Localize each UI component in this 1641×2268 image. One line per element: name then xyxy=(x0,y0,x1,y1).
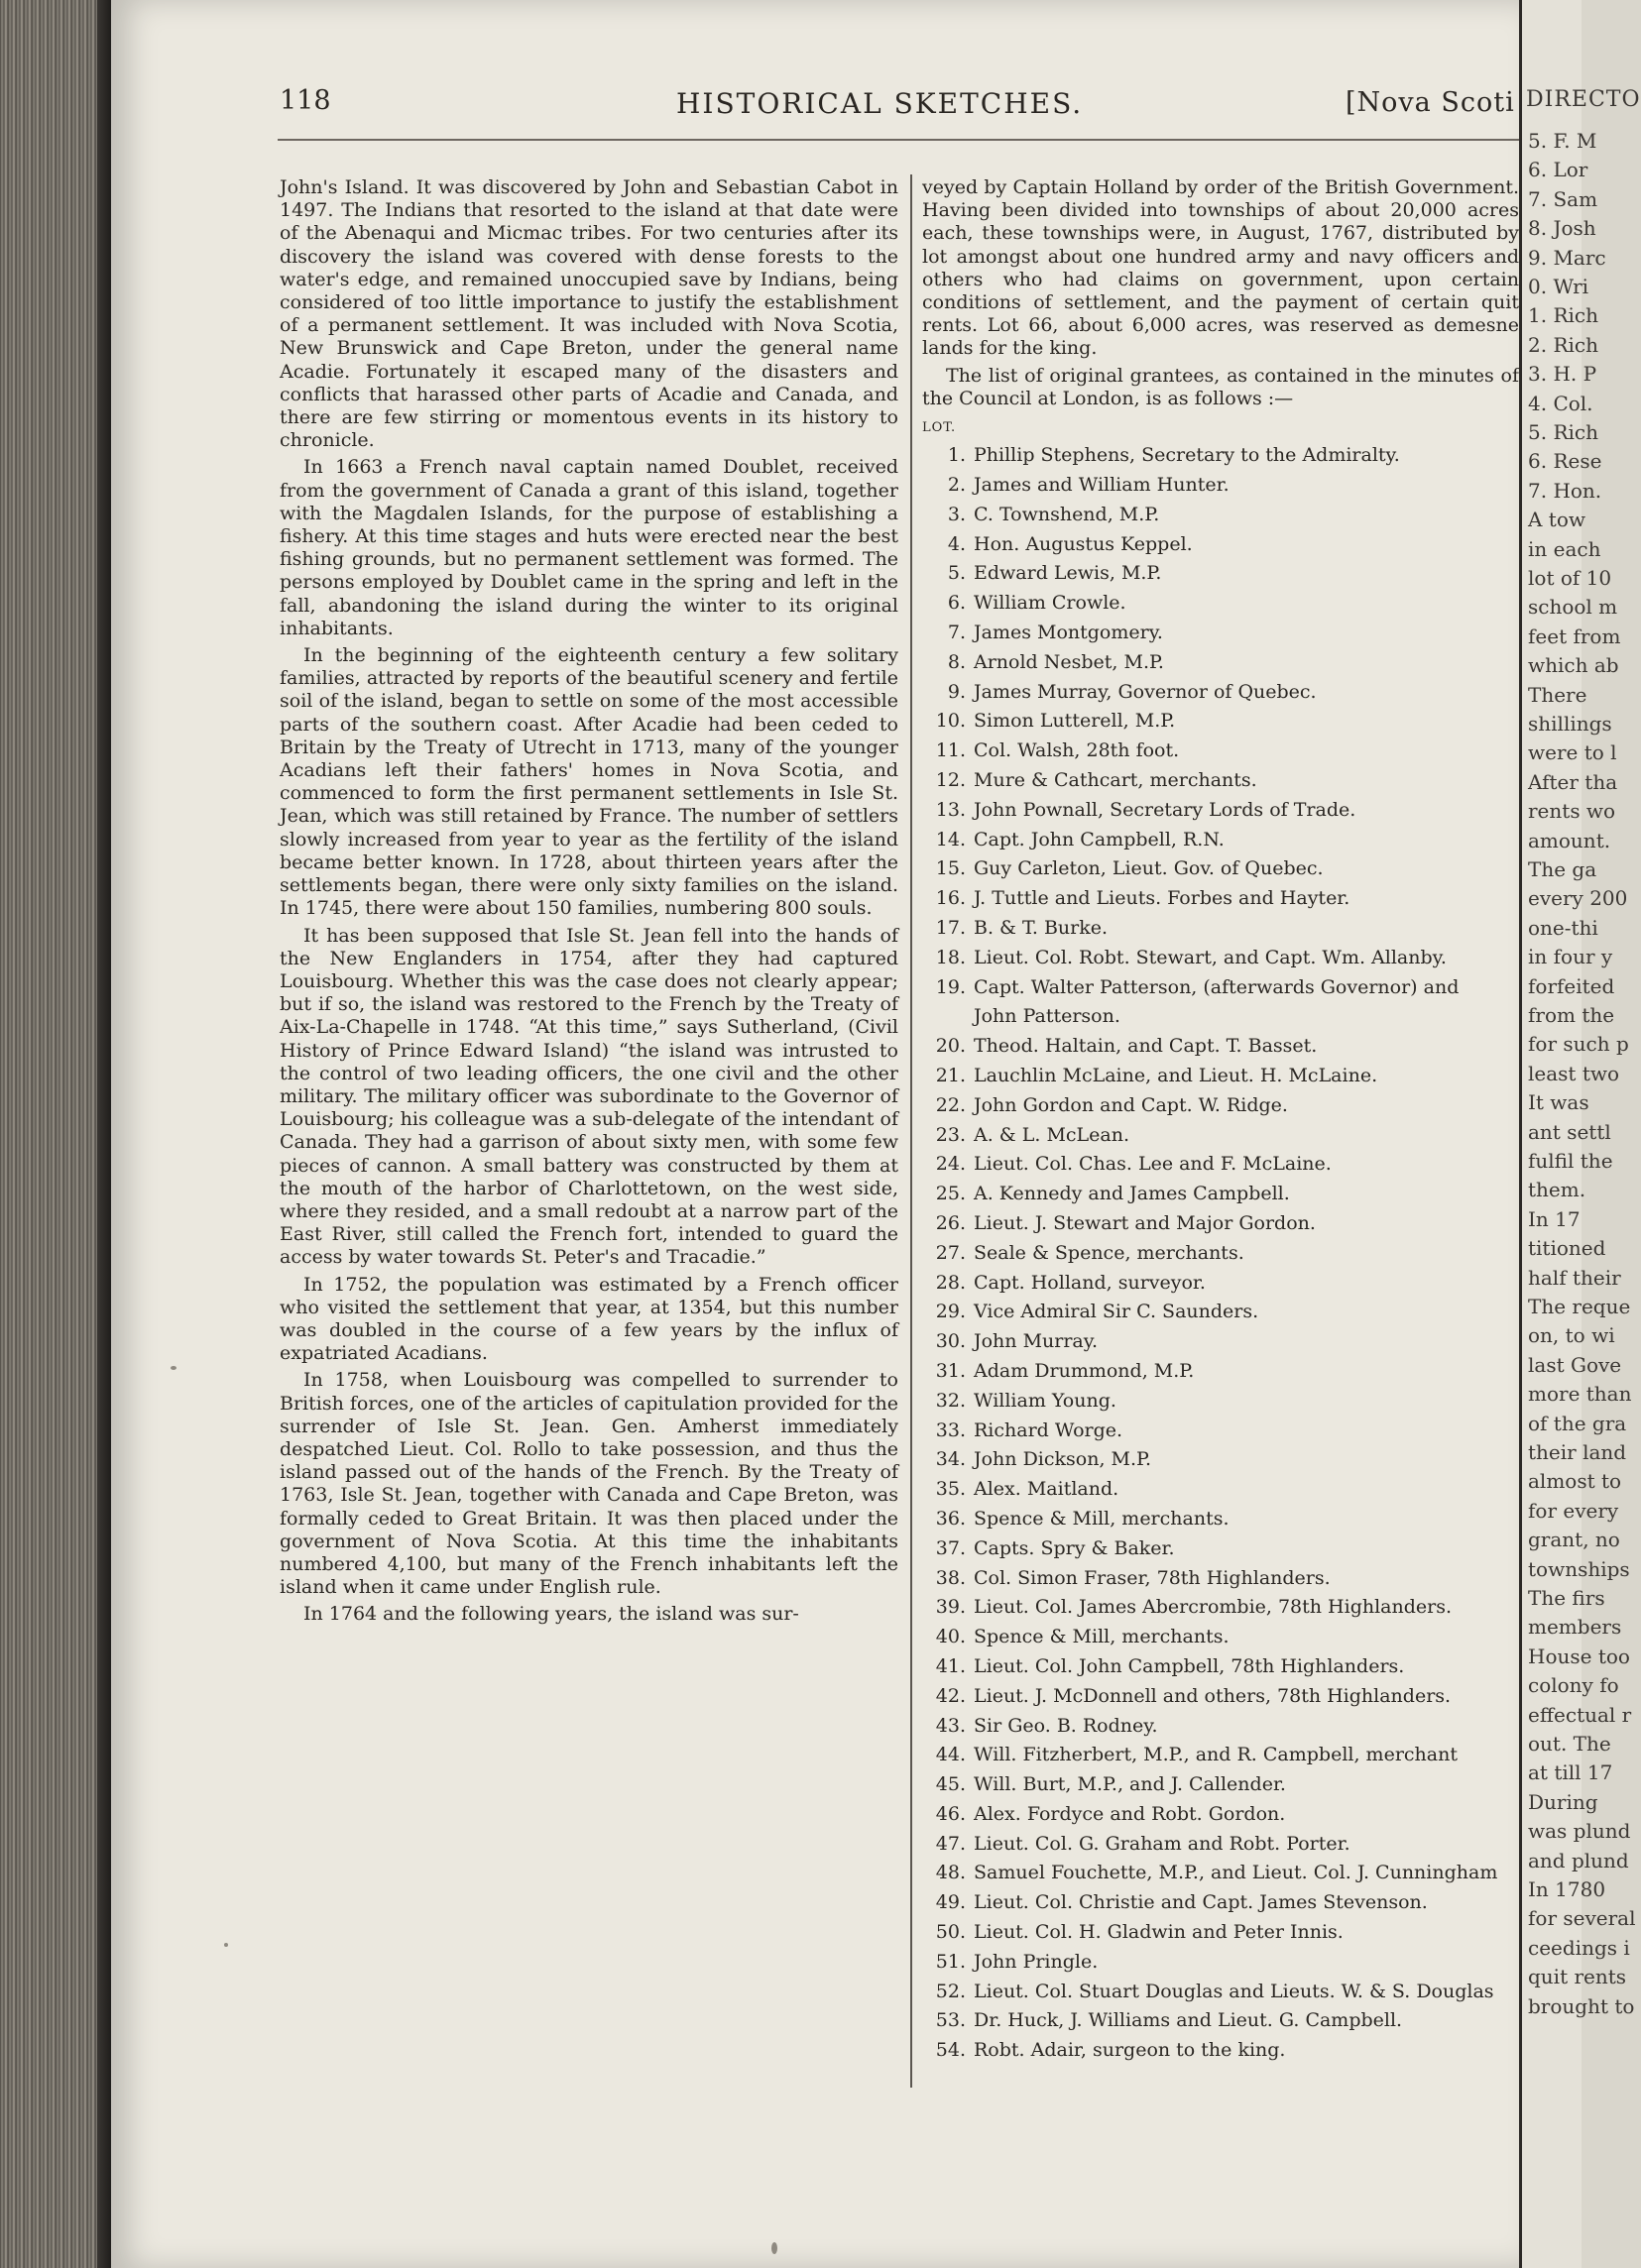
facing-page-fragment: 2. Rich xyxy=(1528,332,1598,357)
grantee-item xyxy=(922,471,1519,501)
grantee-item xyxy=(922,1712,1519,1742)
grantee-item xyxy=(922,1239,1519,1269)
facing-page-fragment: 7. Hon. xyxy=(1528,478,1602,503)
grantee-name: Lieut. Col. Robt. Stewart, and Capt. Wm. Allanby. xyxy=(974,946,1447,968)
lot-number: 18. xyxy=(935,946,966,968)
grantee-item xyxy=(922,441,1519,471)
grantee-item xyxy=(922,1978,1519,2007)
grantee-name: Col. Walsh, 28th foot. xyxy=(974,739,1180,762)
lot-number: 2. xyxy=(947,474,966,497)
lot-number: 53. xyxy=(935,2009,966,2032)
grantee-item xyxy=(922,1327,1519,1357)
grantee-item xyxy=(922,1387,1519,1417)
grantee-item xyxy=(922,2006,1519,2036)
grantee-name: Capts. Spry & Baker. xyxy=(974,1536,1175,1559)
grantee-item xyxy=(922,2036,1519,2066)
grantee-name: Lieut. J. Stewart and Major Gordon. xyxy=(974,1211,1316,1234)
facing-page-fragment: The ga xyxy=(1528,857,1597,881)
grantee-item xyxy=(922,796,1519,826)
ink-speck xyxy=(224,1943,228,1947)
facing-page-fragment: ant settl xyxy=(1528,1119,1611,1144)
facing-page-fragment: There xyxy=(1528,682,1587,707)
facing-page-fragment: out. The xyxy=(1528,1732,1611,1756)
facing-page-fragment: half their xyxy=(1528,1265,1621,1290)
facing-page-fragment: for every xyxy=(1528,1498,1619,1523)
facing-page-fragment: fulfil the xyxy=(1528,1149,1613,1173)
grantee-item xyxy=(922,826,1519,855)
facing-page-fragment: quit rents xyxy=(1528,1965,1627,1989)
facing-page-fragment: in four y xyxy=(1528,945,1613,969)
running-title: HISTORICAL SKETCHES. xyxy=(676,87,1084,120)
facing-page-fragment: lot of 10 xyxy=(1528,566,1612,590)
grantee-name: James and William Hunter. xyxy=(974,474,1230,497)
lot-number: 28. xyxy=(935,1271,966,1294)
facing-page-fragment: of the gra xyxy=(1528,1411,1627,1435)
facing-page-fragment: In 1780 xyxy=(1528,1877,1606,1901)
grantee-name: Alex. Maitland. xyxy=(974,1478,1119,1501)
grantee-item xyxy=(922,678,1519,708)
grantee-name: Robt. Adair, surgeon to the king. xyxy=(974,2039,1286,2062)
grantee-name: Edward Lewis, M.P. xyxy=(974,562,1162,585)
grantee-name: Theod. Haltain, and Capt. T. Basset. xyxy=(974,1035,1318,1058)
facing-page-fragment: titioned xyxy=(1528,1236,1606,1261)
grantee-name: Col. Simon Fraser, 78th Highlanders. xyxy=(974,1566,1331,1589)
lot-number: 15. xyxy=(935,857,966,880)
facing-page-fragment: was plund xyxy=(1528,1819,1631,1844)
grantee-item xyxy=(922,1445,1519,1475)
facing-page-fragment: for such p xyxy=(1528,1032,1629,1057)
facing-page-fragment: for several xyxy=(1528,1906,1636,1931)
lot-number: 21. xyxy=(935,1064,966,1086)
grantee-item xyxy=(922,1682,1519,1712)
grantee-name: Guy Carleton, Lieut. Gov. of Quebec. xyxy=(974,857,1324,880)
lot-number: 42. xyxy=(935,1684,966,1707)
grantee-name: John Patterson. xyxy=(974,1005,1120,1028)
facing-page-fragment: which ab xyxy=(1528,653,1619,678)
facing-page-fragment: last Gove xyxy=(1528,1352,1622,1377)
facing-page-fragment: House too xyxy=(1528,1644,1630,1668)
facing-page-fragment: 9. Marc xyxy=(1528,245,1606,270)
section-title: [Nova Scoti xyxy=(1346,87,1515,118)
lot-number: 25. xyxy=(935,1183,966,1205)
grantee-item xyxy=(922,1032,1519,1062)
lot-number: 36. xyxy=(935,1507,966,1530)
facing-page-fragment: townships xyxy=(1528,1556,1630,1581)
grantee-name: John Murray. xyxy=(974,1330,1099,1353)
lot-number: 45. xyxy=(935,1773,966,1796)
lot-number: 40. xyxy=(935,1626,966,1648)
facing-page-fragment: 6. Lor xyxy=(1528,158,1588,182)
grantee-name: James Murray, Governor of Quebec. xyxy=(974,680,1317,703)
grantee-name: John Dickson, M.P. xyxy=(974,1448,1152,1471)
header-rule xyxy=(278,139,1519,141)
grantee-item xyxy=(922,1948,1519,1978)
grantee-item xyxy=(922,1357,1519,1387)
grantee-name: C. Townshend, M.P. xyxy=(974,503,1160,525)
lot-number: 38. xyxy=(935,1566,966,1589)
grantee-name: Hon. Augustus Keppel. xyxy=(974,532,1193,555)
grantee-name: John Gordon and Capt. W. Ridge. xyxy=(974,1093,1288,1116)
facing-page-fragment: and plund xyxy=(1528,1848,1629,1872)
lot-number: 49. xyxy=(935,1891,966,1914)
grantee-item xyxy=(922,1417,1519,1446)
facing-page-fragment: The reque xyxy=(1528,1295,1631,1318)
facing-page-fragment: more than xyxy=(1528,1382,1632,1407)
grantee-item xyxy=(922,1091,1519,1121)
grantee-item xyxy=(922,1623,1519,1652)
grantee-name: Alex. Fordyce and Robt. Gordon. xyxy=(974,1802,1286,1825)
grantee-name: Lieut. Col. Stuart Douglas and Lieuts. W. & S. Douglas xyxy=(974,1980,1494,2002)
lot-number: 12. xyxy=(935,769,966,791)
facing-page xyxy=(1519,0,1641,2268)
grantee-item xyxy=(922,1918,1519,1948)
facing-page-fragment: grant, no xyxy=(1528,1528,1620,1552)
grantee-name: Phillip Stephens, Secretary to the Admiralty. xyxy=(974,444,1400,467)
lot-number: 47. xyxy=(935,1832,966,1855)
facing-page-fragment: least two xyxy=(1528,1061,1620,1085)
lot-number: 50. xyxy=(935,1921,966,1944)
grantee-item xyxy=(922,1859,1519,1888)
facing-page-fragment: every 200 xyxy=(1528,886,1628,911)
lot-number: 6. xyxy=(947,592,966,615)
lot-number: 34. xyxy=(935,1448,966,1471)
grantee-name: Lieut. Col. James Abercrombie, 78th Highlanders. xyxy=(974,1596,1453,1619)
facing-page-fragment: at till 17 xyxy=(1528,1760,1613,1785)
left-column xyxy=(280,176,898,1627)
grantee-name: A. Kennedy and James Campbell. xyxy=(974,1183,1290,1205)
grantee-item xyxy=(922,530,1519,560)
facing-page-fragment: feet from xyxy=(1528,624,1621,648)
grantee-name: Adam Drummond, M.P. xyxy=(974,1359,1195,1382)
lot-number: 23. xyxy=(935,1123,966,1146)
grantee-item xyxy=(922,914,1519,944)
grantee-item xyxy=(922,1150,1519,1180)
page-number: 118 xyxy=(280,85,331,116)
lot-number: 29. xyxy=(935,1301,966,1323)
grantee-item xyxy=(922,854,1519,884)
grantee-item xyxy=(922,1652,1519,1682)
facing-page-fragment: brought to xyxy=(1528,1993,1635,2018)
grantee-item xyxy=(922,589,1519,619)
paragraph: It has been supposed that Isle St. Jean fell into the hands of the New Englanders in 1754, after they had captured Louisbourg. Whether this was the case does not clearly appear; but if so, the island was restored to the French by the Treaty of Aix-La-Chapelle in 1748. “At this time,” says Sutherland, (Civil History of Prince Edward Island) “the island was intrusted to the control of two leading officers, the one civil and the other military. The military officer was subordinate to the Governor of Louisbourg; his colleague was a sub-delegate of the intendant of Canada. They had a garrison of about sixty men, with some few pieces of cannon. A small battery was constructed by them at the mouth of the harbor of Charlottetown, on the west side, where they resided, and a small redoubt at a narrow part of the East River, still called the French fort, intended to guard the access by water towards St. Peter's and Tracadie.” xyxy=(280,924,898,1269)
facing-page-fragment: 4. Col. xyxy=(1528,391,1593,415)
facing-page-fragment: in each xyxy=(1528,536,1601,561)
lot-number: 3. xyxy=(947,503,966,525)
column-divider xyxy=(910,174,912,2088)
lot-number: 26. xyxy=(935,1211,966,1234)
lot-number: 9. xyxy=(947,680,966,703)
lot-number: 52. xyxy=(935,1980,966,2002)
lot-number: 5. xyxy=(947,562,966,585)
facing-page-fragment: forfeited xyxy=(1528,973,1615,998)
grantee-name: Simon Lutterell, M.P. xyxy=(974,710,1176,733)
grantee-item xyxy=(922,1121,1519,1151)
facing-page-fragment: shillings xyxy=(1528,712,1612,736)
facing-page-fragment: them. xyxy=(1528,1178,1586,1202)
grantee-name: Lieut. Col. Chas. Lee and F. McLaine. xyxy=(974,1153,1332,1176)
grantee-name: Lieut. J. McDonnell and others, 78th Highlanders. xyxy=(974,1684,1452,1707)
book-page-edges xyxy=(0,0,111,2268)
facing-page-fragment: one-thi xyxy=(1528,915,1598,940)
grantee-item xyxy=(922,766,1519,796)
paragraph: John's Island. It was discovered by John and Sebastian Cabot in 1497. The Indians that resorted to the island at that date were of the Abenaqui and Micmac tribes. For two centuries after its discovery the island was covered with dense forests to the water's edge, and remained unoccupied save by Indians, being considered of too little importance to justify the establishment of a permanent settlement. It was included with Nova Scotia, New Brunswick and Cape Breton, under the general name Acadie. Fortunately it escaped many of the disasters and conflicts that harassed other parts of Acadie and Canada, and there are few stirring or momentous events in its history to chronicle. xyxy=(280,176,898,452)
facing-page-fragment: 1. Rich xyxy=(1528,303,1598,328)
lot-number: 7. xyxy=(947,622,966,644)
facing-page-fragment: ceedings i xyxy=(1528,1935,1630,1960)
facing-page-fragment: on, to wi xyxy=(1528,1323,1615,1348)
facing-page-fragment: members xyxy=(1528,1615,1622,1640)
ink-speck xyxy=(771,2242,777,2254)
lot-number: 1. xyxy=(947,444,966,467)
grantee-name: Richard Worge. xyxy=(974,1418,1123,1441)
grantee-item xyxy=(922,1269,1519,1299)
paragraph: In 1663 a French naval captain named Doublet, received from the government of Canada a grant of this island, together with the Magdalen Islands, for the purpose of establishing a fishery. At this time stages and huts were erected near the best fishing grounds, but no permanent settlement was formed. The persons employed by Doublet came in the spring and left in the fall, abandoning the island during the winter to its original inhabitants. xyxy=(280,456,898,639)
facing-page-fragment: After tha xyxy=(1528,769,1618,794)
grantee-item xyxy=(922,1741,1519,1770)
grantee-name: Capt. Walter Patterson, (afterwards Governor) and xyxy=(974,975,1460,998)
grantee-name: J. Tuttle and Lieuts. Forbes and Hayter. xyxy=(974,887,1350,910)
grantee-item xyxy=(922,884,1519,914)
lot-number: 13. xyxy=(935,798,966,821)
facing-page-fragment: school m xyxy=(1528,595,1618,620)
grantee-name: Capt. John Campbell, R.N. xyxy=(974,828,1225,850)
lot-number: 32. xyxy=(935,1389,966,1412)
grantee-name: William Crowle. xyxy=(974,592,1126,615)
lot-number: 24. xyxy=(935,1153,966,1176)
ink-speck xyxy=(171,1366,176,1370)
grantee-item xyxy=(922,1593,1519,1623)
lot-number: 30. xyxy=(935,1330,966,1353)
facing-page-fragment: 7. Sam xyxy=(1528,186,1598,211)
lot-number: 33. xyxy=(935,1418,966,1441)
lot-number: 17. xyxy=(935,916,966,939)
grantee-item xyxy=(922,501,1519,530)
grantee-name: Seale & Spence, merchants. xyxy=(974,1241,1244,1264)
facing-page-fragment: A tow xyxy=(1528,508,1585,532)
paragraph: In 1752, the population was estimated by a French officer who visited the settlement that year, at 1354, but this number was doubled in the course of a few years by the influx of expatriated Acadians. xyxy=(280,1273,898,1365)
grantee-item xyxy=(922,559,1519,589)
grantee-name: Arnold Nesbet, M.P. xyxy=(974,650,1164,673)
facing-page-fragment: 5. F. M xyxy=(1528,129,1597,153)
lot-number: 20. xyxy=(935,1035,966,1058)
grantee-name: Lieut. Col. John Campbell, 78th Highlanders. xyxy=(974,1654,1405,1677)
grantee-item xyxy=(922,619,1519,648)
facing-page-fragment: In 17 xyxy=(1528,1206,1581,1231)
right-column xyxy=(922,176,1519,2066)
facing-page-fragment: The firs xyxy=(1528,1586,1605,1610)
grantee-item xyxy=(922,973,1519,1003)
lot-number: 4. xyxy=(947,532,966,555)
grantee-name: Sir Geo. B. Rodney. xyxy=(974,1714,1158,1737)
grantee-item xyxy=(922,648,1519,678)
grantee-name: Lauchlin McLaine, and Lieut. H. McLaine. xyxy=(974,1064,1378,1086)
grantee-item xyxy=(922,1564,1519,1594)
grantee-name: Samuel Fouchette, M.P., and Lieut. Col. J. Cunningham xyxy=(974,1862,1498,1884)
grantee-item xyxy=(922,1298,1519,1327)
lot-number: 11. xyxy=(935,739,966,762)
paragraph: In 1758, when Louisbourg was compelled to surrender to British forces, one of the articles of capitulation provided for the surrender of Isle St. Jean. Gen. Amherst immediately despatched Lieut. Col. Rollo to take possession, and thus the island passed out of the hands of the French. By the Treaty of 1763, Isle St. Jean, together with Canada and Cape Breton, was formally ceded to Great Britain. It was then placed under the government of Nova Scotia. At this time the inhabitants numbered 4,100, but many of the French inhabitants left the island when it came under English rule. xyxy=(280,1369,898,1599)
grantee-name: Dr. Huck, J. Williams and Lieut. G. Campbell. xyxy=(974,2009,1403,2032)
lot-number: 19. xyxy=(935,975,966,998)
lot-number: 48. xyxy=(935,1862,966,1884)
grantee-name: Will. Burt, M.P., and J. Callender. xyxy=(974,1773,1286,1796)
grantee-item xyxy=(922,1209,1519,1239)
lot-number: 39. xyxy=(935,1596,966,1619)
facing-page-fragment: effectual r xyxy=(1528,1702,1632,1727)
facing-page-fragment: almost to xyxy=(1528,1469,1622,1494)
facing-page-header: DIRECTO xyxy=(1526,87,1641,112)
grantee-name: B. & T. Burke. xyxy=(974,916,1109,939)
grantee-item xyxy=(922,1534,1519,1564)
paragraph: The list of original grantees, as contained in the minutes of the Council at London, is as follows :— xyxy=(922,364,1519,409)
lot-number: 46. xyxy=(935,1802,966,1825)
grantee-name: Capt. Holland, surveyor. xyxy=(974,1271,1206,1294)
facing-page-fragment: It was xyxy=(1528,1090,1589,1115)
grantee-item xyxy=(922,1475,1519,1505)
grantee-item xyxy=(922,944,1519,973)
grantee-name: Lieut. Col. G. Graham and Robt. Porter. xyxy=(974,1832,1350,1855)
facing-page-fragment: their land xyxy=(1528,1440,1627,1464)
grantee-item xyxy=(922,1800,1519,1830)
lot-number: 44. xyxy=(935,1744,966,1766)
grantee-name: John Pringle. xyxy=(974,1950,1099,1973)
grantee-name: John Pownall, Secretary Lords of Trade. xyxy=(974,798,1356,821)
paragraph: veyed by Captain Holland by order of the British Government. Having been divided into townships of about 20,000 acres each, these townships were, in August, 1767, distributed by lot amongst about one hundred army and navy officers and others who had claims on government, upon certain conditions of settlement, and the payment of certain quit rents. Lot 66, about 6,000 acres, was reserved as demesne lands for the king. xyxy=(922,176,1519,360)
facing-page-fragment: 5. Rich xyxy=(1528,420,1598,444)
facing-page-fragment: colony fo xyxy=(1528,1673,1619,1698)
lot-heading: LOT. xyxy=(922,420,957,436)
grantee-item xyxy=(922,1505,1519,1534)
grantee-item xyxy=(922,707,1519,737)
grantee-item xyxy=(922,1888,1519,1918)
grantee-item xyxy=(922,1180,1519,1209)
lot-number: 31. xyxy=(935,1359,966,1382)
facing-page-fragment: amount. xyxy=(1528,828,1611,852)
facing-page-fragment: 0. Wri xyxy=(1528,275,1589,298)
grantee-name: James Montgomery. xyxy=(974,622,1163,644)
grantee-name: Spence & Mill, merchants. xyxy=(974,1626,1230,1648)
facing-page-fragment: rents wo xyxy=(1528,799,1616,824)
grantee-name: Will. Fitzherbert, M.P., and R. Campbell, merchant xyxy=(974,1744,1458,1766)
lot-number: 41. xyxy=(935,1654,966,1677)
lot-number xyxy=(922,1002,974,1032)
grantee-item xyxy=(922,737,1519,766)
grantee-name: Vice Admiral Sir C. Saunders. xyxy=(974,1301,1259,1323)
lot-number: 27. xyxy=(935,1241,966,1264)
grantee-list xyxy=(922,441,1519,2066)
lot-number: 54. xyxy=(935,2039,966,2062)
grantee-name: Lieut. Col. Christie and Capt. James Stevenson. xyxy=(974,1891,1428,1914)
grantee-item xyxy=(922,1770,1519,1800)
lot-number: 14. xyxy=(935,828,966,850)
grantee-name: Mure & Cathcart, merchants. xyxy=(974,769,1257,791)
lot-number: 10. xyxy=(935,710,966,733)
grantee-name: A. & L. McLean. xyxy=(974,1123,1130,1146)
facing-page-fragment: were to l xyxy=(1528,740,1617,765)
grantee-name: Spence & Mill, merchants. xyxy=(974,1507,1230,1530)
lot-number: 43. xyxy=(935,1714,966,1737)
grantee-item xyxy=(922,1002,1519,1032)
lot-number: 16. xyxy=(935,887,966,910)
lot-number: 51. xyxy=(935,1950,966,1973)
grantee-item xyxy=(922,1830,1519,1860)
lot-number: 22. xyxy=(935,1093,966,1116)
lot-number: 37. xyxy=(935,1536,966,1559)
page-header xyxy=(280,85,1519,129)
paragraph: In 1764 and the following years, the island was sur- xyxy=(303,1603,799,1626)
facing-page-fragment: 3. H. P xyxy=(1528,362,1597,387)
lot-number: 8. xyxy=(947,650,966,673)
grantee-name: Lieut. Col. H. Gladwin and Peter Innis. xyxy=(974,1921,1344,1944)
paragraph: In the beginning of the eighteenth century a few solitary families, attracted by reports of the beautiful scenery and fertile soil of the island, began to settle on some of the most accessible parts of the southern coast. After Acadie had been ceded to Britain by the Treaty of Utrecht in 1713, many of the younger Acadians left their fathers' homes in Nova Scotia, and commenced to form the first permanent settlements in Isle St. Jean, which was still retained by France. The number of settlers slowly increased from year to year as the fertility of the island became better known. In 1728, about thirteen years after the settlements began, there were only sixty families on the island. In 1745, there were about 150 families, numbering 800 souls. xyxy=(280,644,898,920)
facing-page-fragment: 8. Josh xyxy=(1528,216,1596,241)
grantee-name: William Young. xyxy=(974,1389,1116,1412)
lot-number: 35. xyxy=(935,1478,966,1501)
facing-page-fragment: During xyxy=(1528,1789,1598,1814)
facing-page-fragment: from the xyxy=(1528,1003,1615,1027)
grantee-item xyxy=(922,1062,1519,1091)
facing-page-fragment: 6. Rese xyxy=(1528,449,1602,474)
